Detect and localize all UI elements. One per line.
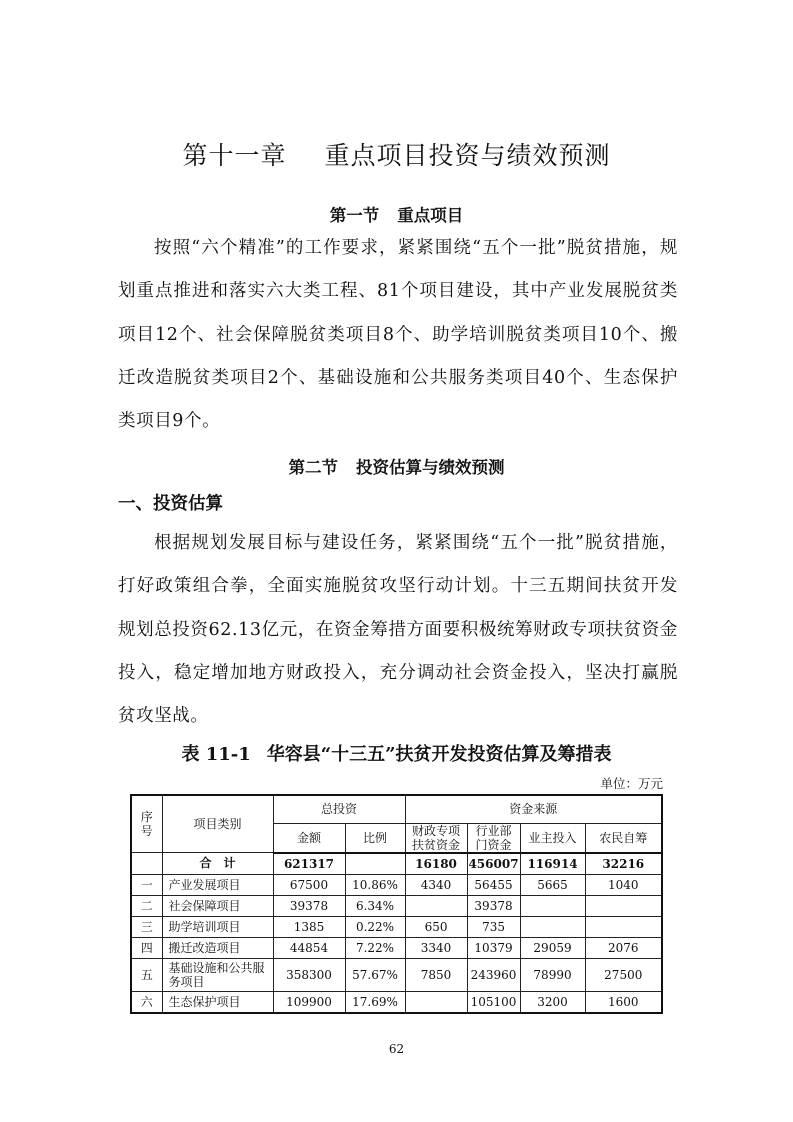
header-farmer-self: 农民自筹 bbox=[585, 823, 662, 853]
cell-farmer-self: 1600 bbox=[585, 991, 662, 1013]
section-2-number: 第二节 bbox=[288, 458, 338, 477]
cell-category: 生态保护项目 bbox=[162, 991, 273, 1013]
cell-fiscal-special: 4340 bbox=[405, 874, 467, 895]
cell-owner-input bbox=[520, 916, 585, 937]
table-row bbox=[131, 895, 662, 916]
cell-category: 搬迁改造项目 bbox=[162, 937, 273, 958]
cell-category: 助学培训项目 bbox=[162, 916, 273, 937]
table-row bbox=[131, 874, 662, 895]
cell-ratio: 6.34% bbox=[345, 895, 405, 916]
header-total-investment: 总投资 bbox=[273, 795, 405, 823]
cell-category: 产业发展项目 bbox=[162, 874, 273, 895]
cell-industry-dept: 735 bbox=[467, 916, 520, 937]
cell-fiscal-special: 650 bbox=[405, 916, 467, 937]
cell-farmer-self: 32216 bbox=[585, 853, 662, 875]
cell-seq: 六 bbox=[131, 991, 162, 1013]
subheading-investment-estimate: 一、投资估算 bbox=[118, 494, 223, 514]
section-2-paragraph: 根据规划发展目标与建设任务，紧紧围绕“五个一批”脱贫措施，打好政策组合拳，全面实施脱贫攻坚行动计划。十三五期间扶贫开发规划总投资62.13亿元，在资金筹措方面要积极统筹财政专项扶贫资金投入，稳定增加地方财政投入，充分调动社会资金投入，坚决打赢脱贫攻坚战。 bbox=[118, 533, 678, 727]
table-row bbox=[131, 991, 662, 1013]
section-2-title bbox=[0, 454, 793, 478]
cell-ratio: 10.86% bbox=[345, 874, 405, 895]
table-number: 表 11-1 bbox=[181, 744, 251, 765]
cell-seq: 三 bbox=[131, 916, 162, 937]
cell-industry-dept: 243960 bbox=[467, 958, 520, 991]
cell-amount: 621317 bbox=[273, 853, 345, 875]
cell-ratio: 57.67% bbox=[345, 958, 405, 991]
header-amount: 金额 bbox=[273, 823, 345, 853]
investment-table bbox=[130, 794, 663, 1014]
cell-fiscal-special: 7850 bbox=[405, 958, 467, 991]
cell-ratio: 0.22% bbox=[345, 916, 405, 937]
cell-owner-input: 78990 bbox=[520, 958, 585, 991]
cell-farmer-self: 27500 bbox=[585, 958, 662, 991]
cell-category: 基础设施和公共服务项目 bbox=[162, 958, 273, 991]
cell-amount: 44854 bbox=[273, 937, 345, 958]
header-fiscal-special: 财政专项扶贫资金 bbox=[405, 823, 467, 853]
section-1-name: 重点项目 bbox=[397, 206, 464, 225]
cell-fiscal-special: 16180 bbox=[405, 853, 467, 875]
cell-ratio bbox=[345, 853, 405, 875]
cell-seq: 四 bbox=[131, 937, 162, 958]
cell-industry-dept: 39378 bbox=[467, 895, 520, 916]
cell-amount: 109900 bbox=[273, 991, 345, 1013]
table-row bbox=[131, 937, 662, 958]
cell-seq: 五 bbox=[131, 958, 162, 991]
section-1-title bbox=[0, 202, 793, 226]
table-title bbox=[0, 740, 793, 766]
cell-amount: 39378 bbox=[273, 895, 345, 916]
header-seq: 序号 bbox=[131, 795, 162, 853]
cell-industry-dept: 10379 bbox=[467, 937, 520, 958]
cell-seq bbox=[131, 853, 162, 875]
cell-farmer-self: 2076 bbox=[585, 937, 662, 958]
chapter-title bbox=[0, 136, 793, 172]
cell-owner-input: 5665 bbox=[520, 874, 585, 895]
cell-owner-input: 3200 bbox=[520, 991, 585, 1013]
table-row bbox=[131, 916, 662, 937]
header-funding-sources: 资金来源 bbox=[405, 795, 662, 823]
header-owner-input: 业主投入 bbox=[520, 823, 585, 853]
header-category: 项目类别 bbox=[162, 795, 273, 853]
table-name: 华容县“十三五”扶贫开发投资估算及筹措表 bbox=[266, 744, 612, 765]
cell-farmer-self bbox=[585, 916, 662, 937]
cell-fiscal-special: 3340 bbox=[405, 937, 467, 958]
cell-ratio: 17.69% bbox=[345, 991, 405, 1013]
cell-category: 社会保障项目 bbox=[162, 895, 273, 916]
section-1-paragraph: 按照“六个精准”的工作要求，紧紧围绕“五个一批”脱贫措施，规划重点推进和落实六大类工程、81个项目建设，其中产业发展脱贫类项目12个、社会保障脱贫类项目8个、助学培训脱贫类项目10个、搬迁改造脱贫类项目2个、基础设施和公共服务类项目40个、生态保护类项目9个。 bbox=[118, 238, 678, 432]
cell-owner-input bbox=[520, 895, 585, 916]
cell-industry-dept: 456007 bbox=[467, 853, 520, 875]
cell-industry-dept: 56455 bbox=[467, 874, 520, 895]
cell-owner-input: 29059 bbox=[520, 937, 585, 958]
cell-ratio: 7.22% bbox=[345, 937, 405, 958]
cell-farmer-self bbox=[585, 895, 662, 916]
cell-amount: 358300 bbox=[273, 958, 345, 991]
header-industry-dept: 行业部门资金 bbox=[467, 823, 520, 853]
cell-seq: 一 bbox=[131, 874, 162, 895]
cell-amount: 67500 bbox=[273, 874, 345, 895]
cell-fiscal-special bbox=[405, 991, 467, 1013]
cell-owner-input: 116914 bbox=[520, 853, 585, 875]
section-1-number: 第一节 bbox=[329, 206, 380, 225]
cell-amount: 1385 bbox=[273, 916, 345, 937]
table-unit: 单位：万元 bbox=[600, 776, 663, 791]
cell-fiscal-special bbox=[405, 895, 467, 916]
chapter-number: 第十一章 bbox=[182, 141, 287, 170]
cell-farmer-self: 1040 bbox=[585, 874, 662, 895]
cell-category: 合 计 bbox=[162, 853, 273, 875]
table-row bbox=[131, 958, 662, 991]
section-2-name: 投资估算与绩效预测 bbox=[356, 458, 505, 477]
cell-industry-dept: 105100 bbox=[467, 991, 520, 1013]
header-ratio: 比例 bbox=[345, 823, 405, 853]
cell-seq: 二 bbox=[131, 895, 162, 916]
page-number: 62 bbox=[388, 1042, 405, 1056]
table-row-total bbox=[131, 853, 662, 875]
chapter-name: 重点项目投资与绩效预测 bbox=[324, 141, 611, 170]
